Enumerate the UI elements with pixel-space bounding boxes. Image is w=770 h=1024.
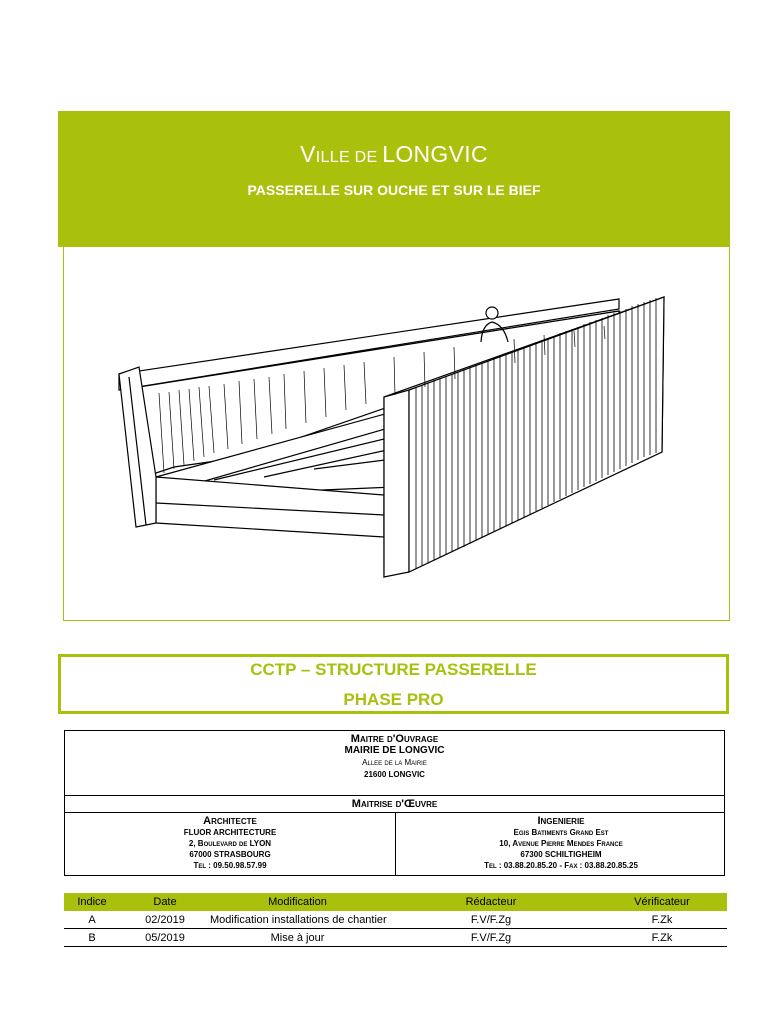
table-header-row xyxy=(64,893,727,911)
column-header-verificateur: Vérificateur xyxy=(634,896,690,908)
revision-table xyxy=(64,893,727,947)
cell-date: 02/2019 xyxy=(145,913,185,926)
document-type-box xyxy=(58,654,729,714)
table-row xyxy=(64,911,727,929)
architecte-tel: Tel : 09.50.98.57.99 xyxy=(193,861,267,870)
project-phase: PHASE PRO xyxy=(343,690,444,709)
footbridge-illustration xyxy=(64,247,731,621)
cell-indice: B xyxy=(88,931,96,944)
cell-verificateur: F.Zk xyxy=(651,931,673,944)
maitre-ouvrage-label: Maitre d'Ouvrage xyxy=(350,733,439,745)
footbridge-illustration-frame xyxy=(63,247,730,621)
cell-verificateur: F.Zk xyxy=(651,913,673,926)
architecte-name: FLUOR ARCHITECTURE xyxy=(183,828,277,837)
ingenierie-city: 67300 SCHILTIGHEIM xyxy=(520,850,602,859)
maitre-ouvrage-block xyxy=(65,733,724,781)
cell-modification: Mise à jour xyxy=(270,931,325,944)
stakeholders-box xyxy=(64,730,725,876)
cell-date: 05/2019 xyxy=(145,931,185,944)
page-title: VILLE DE LONGVIC xyxy=(300,141,488,167)
maitre-ouvrage-name: MAIRIE DE LONGVIC xyxy=(344,745,445,756)
maitre-ouvrage-address: Allee de la Mairie xyxy=(362,758,427,767)
ingenierie-address: 10, Avenue Pierre Mendes France xyxy=(499,839,623,848)
architecte-address: 2, Boulevard de LYON xyxy=(188,839,272,848)
architecte-label: Architecte xyxy=(203,815,257,827)
column-header-redacteur: Rédacteur xyxy=(465,896,517,908)
project-subtitle: PASSERELLE SUR OUCHE ET SUR LE BIEF xyxy=(247,182,541,198)
architecte-city: 67000 STRASBOURG xyxy=(189,850,271,859)
document-type: CCTP – STRUCTURE PASSERELLE xyxy=(250,660,537,679)
architecte-block xyxy=(65,816,395,871)
column-header-indice: Indice xyxy=(77,896,107,908)
maitre-ouvrage-city: 21600 LONGVIC xyxy=(364,770,425,779)
table-row xyxy=(64,929,727,947)
maitrise-oeuvre-label: Maitrise d'Œuvre xyxy=(351,798,438,810)
cell-redacteur: F.V/F.Zg xyxy=(470,931,512,944)
cell-redacteur: F.V/F.Zg xyxy=(470,913,512,926)
ingenierie-label: Ingenierie xyxy=(537,815,585,827)
cell-indice: A xyxy=(88,913,96,926)
cell-modification: Modification installations de chantier xyxy=(210,913,387,926)
title-band xyxy=(58,111,730,247)
ingenierie-tel: Tel : 03.88.20.85.20 - Fax : 03.88.20.85.25 xyxy=(484,861,638,870)
column-header-modification: Modification xyxy=(268,896,327,908)
ingenierie-block xyxy=(396,816,726,871)
ingenierie-name: Egis Batiments Grand Est xyxy=(513,828,609,837)
column-header-date: Date xyxy=(153,896,177,908)
